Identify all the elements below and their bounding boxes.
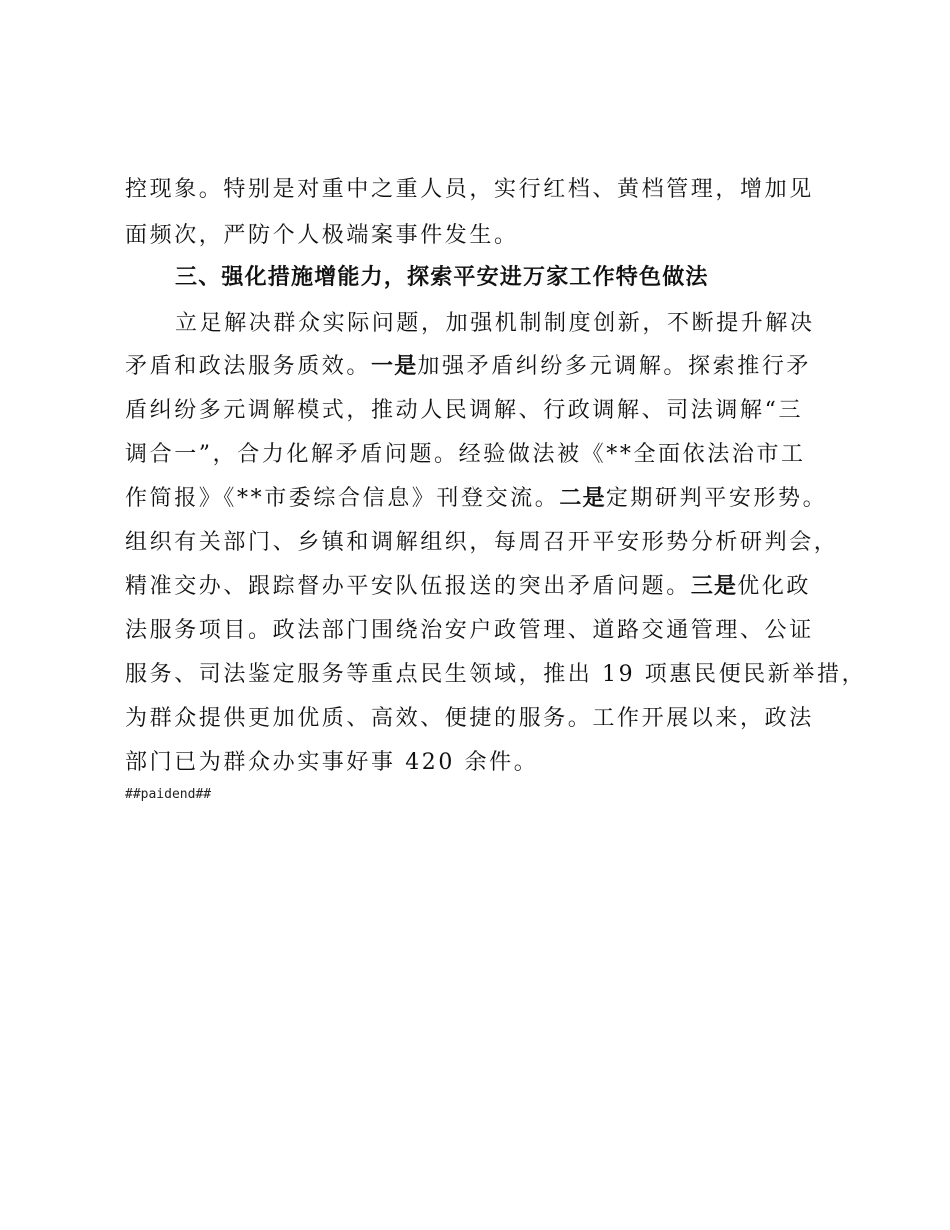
- paragraph-text: 精准交办、跟踪督办平安队伍报送的突出矛盾问题。: [125, 574, 691, 599]
- paragraph-text: 作简报》《**市委综合信息》刊登交流。: [125, 486, 560, 511]
- paragraph-text: 加强矛盾纠纷多元调解。探索推行矛: [417, 354, 812, 379]
- paragraph-line: 盾纠纷多元调解模式，推动人民调解、行政调解、司法调解“三: [125, 398, 804, 423]
- paragraph-text: 定期研判平安形势。: [605, 486, 828, 511]
- paragraph-line: 立足解决群众实际问题，加强机制制度创新，不断提升解决: [175, 311, 815, 336]
- paragraph-line: [125, 572, 811, 602]
- paragraph-text: 优化政: [737, 574, 812, 599]
- paragraph-line: 为群众提供更加优质、高效、便捷的服务。工作开展以来，政法: [125, 706, 814, 731]
- paragraph-line: 控现象。特别是对重中之重人员，实行红档、黄档管理，增加见: [125, 177, 814, 202]
- section-heading: 三、强化措施增能力，探索平安进万家工作特色做法: [175, 265, 709, 290]
- paragraph-line: 面频次，严防个人极端案事件发生。: [125, 223, 519, 248]
- paragraph-line: 服务、司法鉴定服务等重点民生领域，推出 19 项惠民便民新举措，: [125, 662, 867, 687]
- paragraph-line: 部门已为群众办实事好事 420 余件。: [125, 750, 539, 775]
- end-marker: ##paidend##: [125, 787, 212, 802]
- emphasis-label: 一是: [371, 354, 418, 379]
- paragraph-text: 矛盾和政法服务质效。: [125, 354, 372, 379]
- paragraph-line: [125, 484, 827, 514]
- paragraph-line: 调合一”，合力化解矛盾问题。经验做法被《**全面依法治市工: [125, 442, 806, 467]
- paragraph-line: [125, 352, 811, 382]
- paragraph-line: 法服务项目。政法部门围绕治安户政管理、道路交通管理、公证: [125, 618, 814, 643]
- emphasis-label: 二是: [559, 486, 606, 511]
- paragraph-line: 组织有关部门、乡镇和调解组织，每周召开平安形势分析研判会，: [125, 530, 839, 555]
- emphasis-label: 三是: [690, 574, 738, 599]
